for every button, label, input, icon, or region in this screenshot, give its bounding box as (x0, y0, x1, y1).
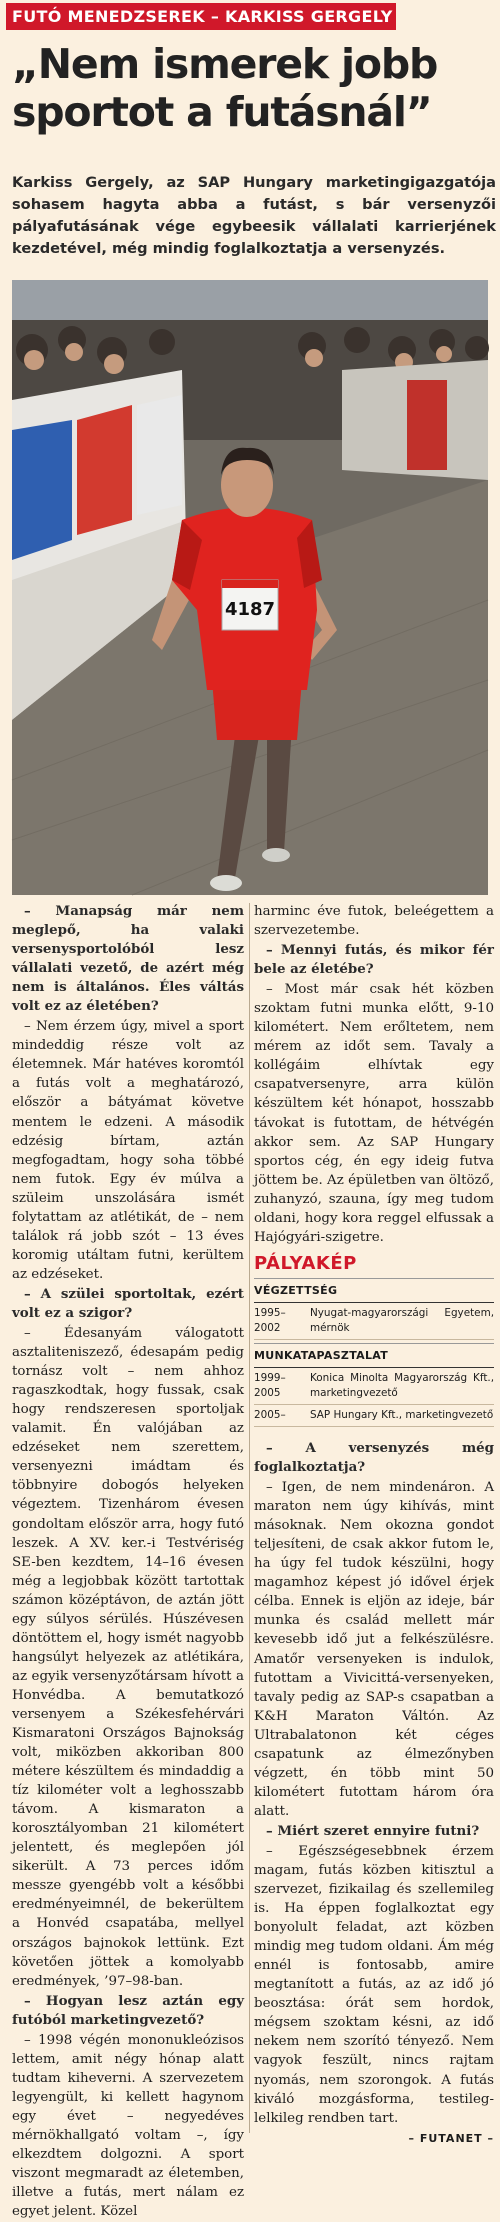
answer: – Egészségesebbnek érzem magam, futás közben kitisztul a szervezet, fizikailag és szellemileg is. Ha éppen foglalkoztat egy bonyolult feladat, azt közben mindig meg tudom oldani. Ám még ennél is fontosabb, amire megtanított a futás, az az idő jó beosztása: órát sem hordok, mégsem szoktam késni, az idő nekem nem szorító tényező. Nem vagyok feszült, nincs rajtam nyomás, nem szorongok. A futás kiváló mozgásforma, testileg-lelkileg rendben tart. (254, 1843, 494, 2126)
headline: „Nem ismerek jobb sportot a futásnál” (12, 40, 438, 136)
author-signature: – FUTANET – (408, 2131, 494, 2145)
question: – Manapság már nem meglepő, ha valaki versenysportolóból lesz vállalati vezető, de azért még nem is általános. Éles váltás volt ez az életében? (12, 903, 244, 1015)
career-desc: Konica Minolta Magyarország Kft., marketingvezető (310, 1371, 494, 1399)
answer: – Nem érzem úgy, mivel a sport mindeddig része volt az életemnek. Már hatéves koromtól a futás volt a meghatározó, először a bátyámat követve mentem le edzeni. A második edzésig bírtam, aztán megfogadtam, hogy soha többé nem futok. Egy év múlva a szüleim unszolására ismét folytattam az atlétikát, de – nem találok rá jobb szót – 13 éves koromig utáltam futni, kerültem az edzéseket. (12, 1019, 244, 1282)
answer-continued: harminc éve futok, beleégettem a szervezetembe. (254, 904, 494, 939)
career-years: 2005– (254, 1408, 286, 1421)
answer: – 1998 végén mononukleózisos lettem, amit négy hónap alatt tudtam kiheverni. A szervezetem legyengült, ki kellett hagynom egy évet – negyedéves mérnökhallgató voltam –, így elkezdtem dolgozni. A sport viszont megmaradt az életemben, illetve a futás, mert nálam ez egyet jelent. Közel (12, 2032, 244, 2220)
question: – A versenyzés még foglalkoztatja? (254, 1439, 494, 1476)
box-section-heading: VÉGZETTSÉG (254, 1278, 494, 1303)
answer: – Most már csak hét közben szoktam futni munka előtt, 9-10 kilométert. Nem erőltetem, nem mérem az időt sem. Tavaly a kollégáim elhívtak egy csapatversenyre, arra külön készültem két hónapot, hosszabb távokat is futottam, de hétvégén akkor sem. Az SAP Hungary sportos cég, én egy ideig futva jöttem be. Az épületben van öltöző, zuhanyzó, szauna, így meg tudom oldani, hogy kora reggel elfussak a Hajógyári-szigetre. (254, 982, 494, 1245)
bib-number: 4187 (224, 599, 276, 620)
question: – Miért szeret ennyire futni? (266, 1822, 480, 1839)
career-box-title: PÁLYAKÉP (254, 1252, 357, 1274)
answer: – Igen, de nem mindenáron. A maraton nem úgy kihívás, mint másoknak. Nem okozna gondot teljesíteni, de csak akkor futom le, ha úgy fel tudok készülni, hogy magamhoz képest jó idővel érjek célba. Ennek is eljön az ideje, bár munka és család mellett már kevesebb idő jut a felkészülésre. Amatőr versenyeken is indulok, futottam a Vivicittá-versenyeken, tavaly pedig az SAP-s csapatban a K&H Maraton Váltón. Az Ultrabalatonon két céges csapatunk az élmezőnyben végzett, én több mint 50 kilométert futottam három óra alatt. (254, 1480, 494, 1819)
career-years: 1995–2002 (254, 1306, 286, 1334)
career-years: 1999–2005 (254, 1371, 286, 1399)
article-column-right (254, 902, 494, 2148)
lead-paragraph: Karkiss Gergely, az SAP Hungary marketingigazgatója sohasem hagyta abba a futást, s bár versenyzői pályafutásának vége egybeesik vállalati karrierjének kezdetével, még mindig foglalkoztatja a versenyzés. (12, 174, 496, 257)
question: – A szülei sportoltak, ezért volt ez a szigor? (12, 1285, 244, 1321)
career-row (254, 1368, 494, 1405)
section-label: FUTÓ MENEDZSEREK – KARKISS GERGELY (6, 3, 396, 30)
career-row (254, 1405, 494, 1427)
career-box (254, 1254, 494, 1427)
career-desc: SAP Hungary Kft., marketingvezető (310, 1408, 494, 1421)
runner-photo (12, 280, 488, 895)
column-divider (249, 903, 250, 2133)
article-column-left (12, 902, 244, 2222)
question: – Mennyi futás, és mikor fér bele az életébe? (254, 942, 494, 978)
career-row (254, 1303, 494, 1340)
answer: – Édesanyám válogatott asztaliteniszező, édesapám pedig tornász volt – nem ahhoz ragaszkodtak, hogy fussak, csak hogy rendszeresen sportoljak valamit. Én valójában az edzéseket nem szerettem, versenyezni imádtam és többnyire dobogós helyeken végeztem. Tizenhárom évesen gondoltam először arra, hogy futó leszek. A XV. ker.-i Testvériség SE-ben kezdtem, 14–16 évesen még a legjobbak között tartottak számon középtávon, de aztán jött egy súlyos sérülés. Húszévesen döntöttem el, hogy ismét nagyobb hangsúlyt helyezek az atlétikára, az egyik versenyzőtársam hívott a Honvédba. A bemutatkozó versenyem a Székesfehérvári Kismaratoni Országos Bajnokság volt, miközben akkoriban 800 métere készültem és mindaddig a tíz kilométer volt a leghosszabb távom. A kismaraton a korosztályomban 21 kilométert jelentett, és meglepően jól sikerült. A 73 perces időm messze gyengébb volt a későbbi eredményeimnél, de bekerültem a Honvéd csapatába, mellyel országos bajnokok lettünk. Ezt követően jöttek a komolyabb eredmények, ’97–98-ban. (12, 1326, 244, 1989)
box-section-heading: MUNKATAPASZTALAT (254, 1343, 494, 1368)
question: – Hogyan lesz aztán egy futóból marketingvezető? (12, 1992, 244, 2028)
career-desc: Nyugat-magyarországi Egyetem, mérnök (310, 1306, 494, 1334)
